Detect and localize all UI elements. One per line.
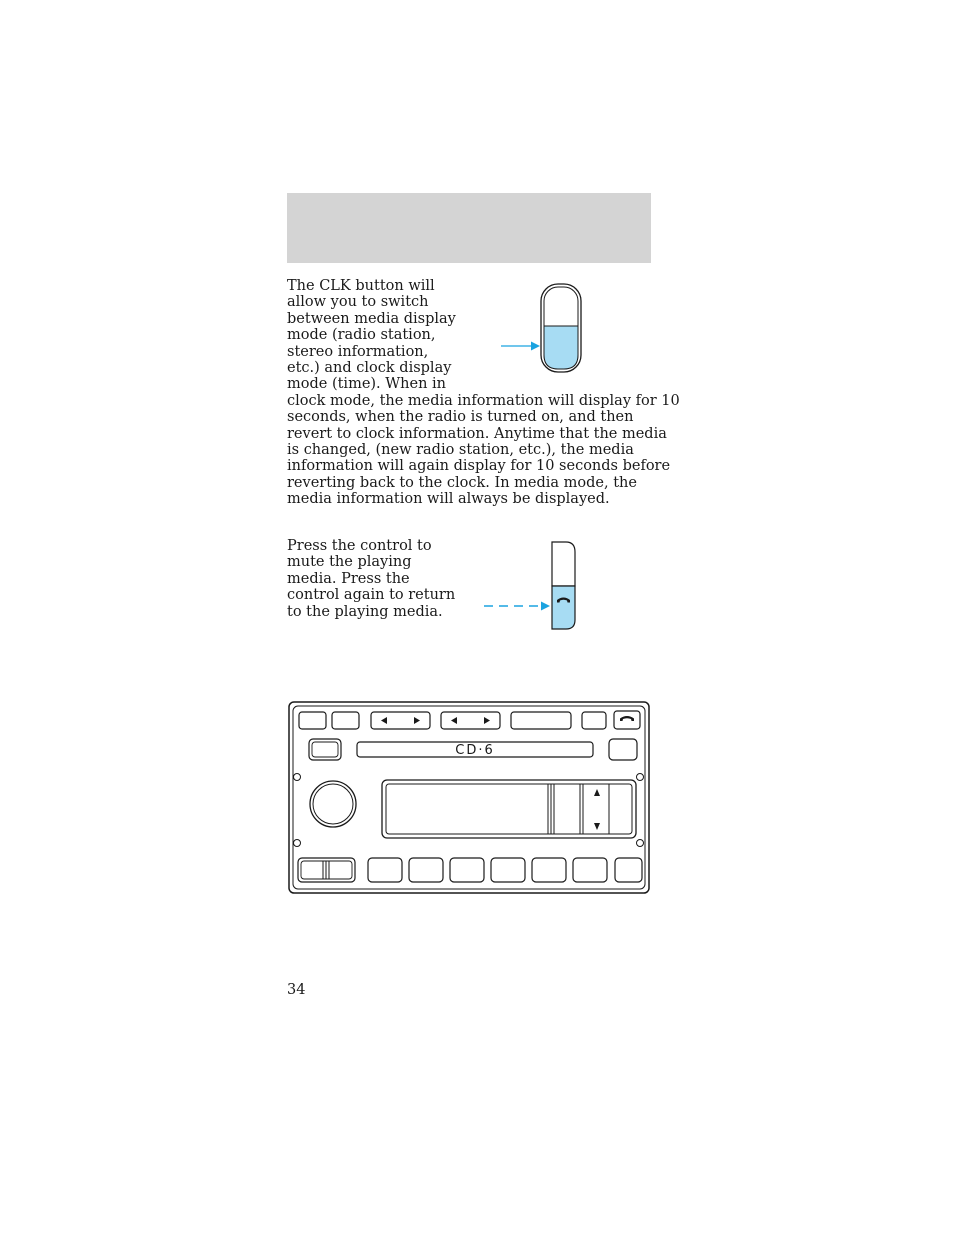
preset-button — [532, 858, 566, 882]
preset-button — [409, 858, 443, 882]
mute-description — [287, 538, 457, 620]
text-line: allow you to switch — [287, 294, 429, 311]
text-line: to the playing media. — [287, 603, 443, 620]
clk-button-highlighted — [544, 326, 578, 369]
text-line: control again to return — [287, 587, 456, 604]
cd-label: CD·6 — [455, 743, 495, 758]
text-line: revert to clock information. Anytime that the media — [287, 425, 667, 442]
mute-button-illustration — [480, 538, 580, 634]
clk-button-illustration — [495, 280, 590, 376]
radio-button-2 — [332, 712, 359, 729]
clk-button — [582, 712, 606, 729]
text-line: reverting back to the clock. In media mode, the — [287, 474, 637, 491]
bottom-right-button — [615, 858, 642, 882]
seek-button — [371, 712, 430, 729]
text-line: The CLK button will — [287, 278, 435, 294]
mute-button-highlighted — [552, 586, 575, 629]
preset-button — [491, 858, 525, 882]
text-line: between media display — [287, 310, 456, 327]
section-header-band — [287, 193, 651, 263]
display-screen — [386, 784, 632, 834]
preset-button — [368, 858, 402, 882]
screw — [294, 774, 301, 781]
preset-button — [450, 858, 484, 882]
text-line: media information will always be displayed. — [287, 491, 610, 508]
load-button — [609, 739, 637, 760]
volume-knob-inner — [313, 784, 353, 824]
text-line: mute the playing — [287, 554, 412, 571]
clk-description — [287, 278, 680, 508]
screw — [637, 774, 644, 781]
radio-wide-button — [511, 712, 571, 729]
text-line: mode (radio station, — [287, 327, 436, 344]
text-line: stereo information, — [287, 343, 429, 360]
text-line: is changed, (new radio station, etc.), the media — [287, 442, 634, 459]
screw — [294, 840, 301, 847]
text-line: mode (time). When in — [287, 376, 447, 393]
tune-button — [441, 712, 500, 729]
text-line: Press the control to — [287, 538, 432, 554]
mute-button — [614, 711, 640, 729]
text-line: clock mode, the media information will display for 10 — [287, 392, 680, 409]
upper-button — [552, 542, 575, 586]
radio-button-1 — [299, 712, 326, 729]
text-line: information will again display for 10 seconds before — [287, 458, 671, 475]
pointer-arrow-head — [531, 342, 540, 351]
text-line: media. Press the — [287, 570, 410, 587]
preset-button — [573, 858, 607, 882]
pointer-arrow-head — [541, 602, 550, 611]
text-line: etc.) and clock display — [287, 360, 452, 377]
screw — [637, 840, 644, 847]
page-number: 34 — [287, 982, 306, 998]
eject-button-inner — [312, 742, 338, 757]
text-line: seconds, when the radio is turned on, and then — [287, 409, 634, 426]
radio-unit-illustration — [287, 700, 651, 896]
